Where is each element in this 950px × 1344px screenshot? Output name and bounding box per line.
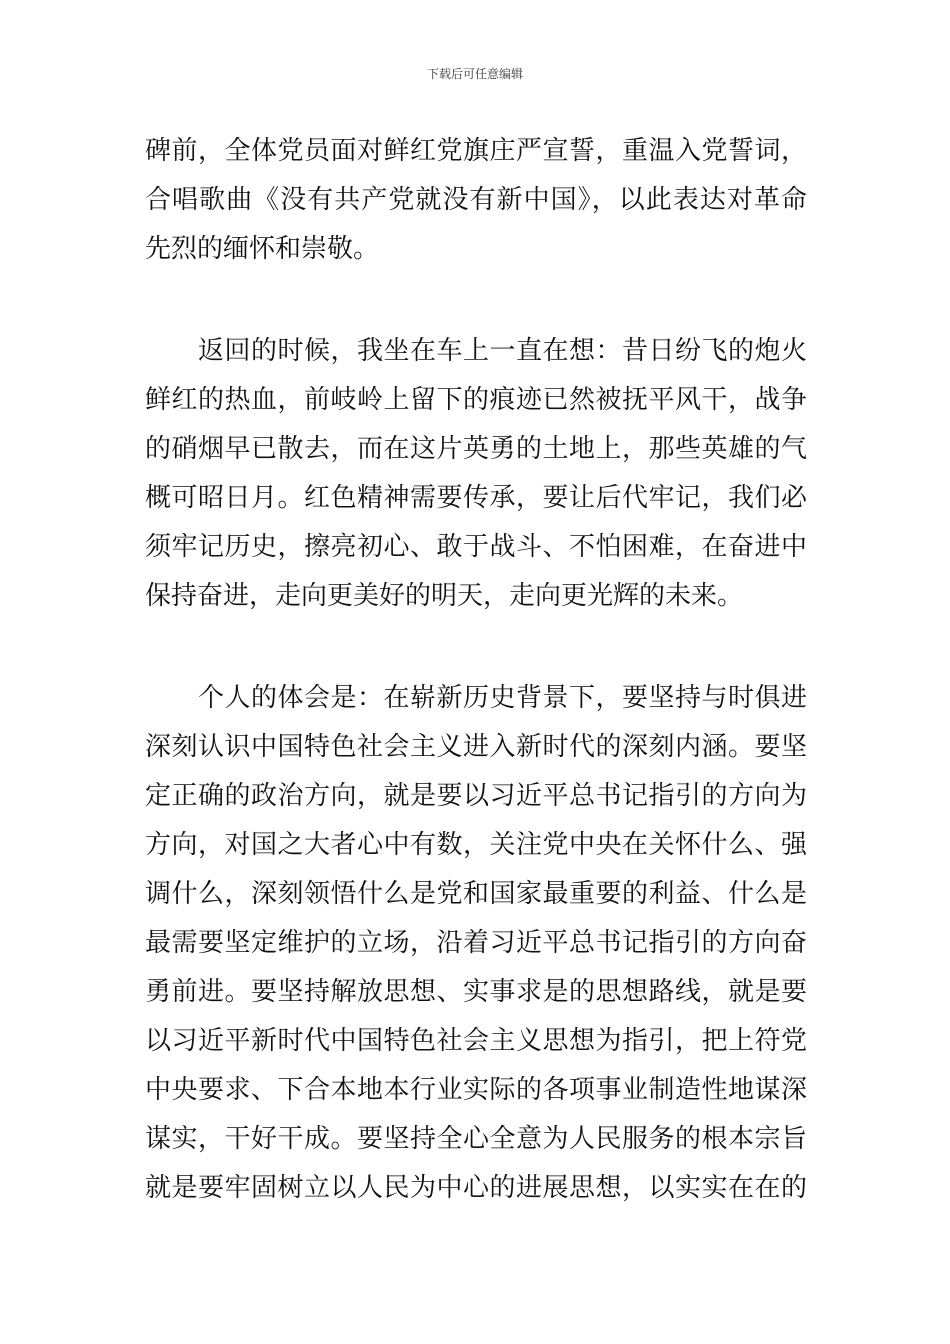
text-line: 须牢记历史，擦亮初心、敢于战斗、不怕困难，在奋进中 bbox=[145, 532, 807, 562]
text-line: 谋实，干好干成。要坚持全心全意为人民服务的根本宗旨 bbox=[145, 1124, 807, 1154]
text-line: 最需要坚定维护的立场，沿着习近平总书记指引的方向奋 bbox=[145, 928, 807, 958]
text-line: 勇前进。要坚持解放思想、实事求是的思想路线，就是要 bbox=[145, 977, 807, 1007]
text-line: 中央要求、下合本地本行业实际的各项事业制造性地谋深 bbox=[145, 1075, 807, 1105]
paragraph-gap bbox=[145, 621, 807, 674]
paragraph bbox=[145, 327, 807, 621]
paragraph bbox=[145, 127, 807, 274]
text-line: 合唱歌曲《没有共产党就没有新中国》，以此表达对革命 bbox=[145, 185, 807, 215]
text-line: 就是要牢固树立以人民为中心的进展思想，以实实在在的 bbox=[145, 1173, 807, 1203]
page-header: 下载后可任意编辑 bbox=[426, 67, 523, 81]
text-line: 返回的时候，我坐在车上一直在想：昔日纷飞的炮火 bbox=[145, 336, 807, 366]
text-line: 定正确的政治方向，就是要以习近平总书记指引的方向为 bbox=[145, 781, 807, 811]
text-line: 保持奋进，走向更美好的明天，走向更光辉的未来。 bbox=[145, 581, 744, 611]
paragraph-gap bbox=[145, 274, 807, 327]
text-line: 概可昭日月。红色精神需要传承，要让后代牢记，我们必 bbox=[145, 483, 807, 513]
text-line: 的硝烟早已散去，而在这片英勇的土地上，那些英雄的气 bbox=[145, 434, 807, 464]
text-line: 深刻认识中国特色社会主义进入新时代的深刻内涵。要坚 bbox=[145, 732, 807, 762]
paragraph bbox=[145, 674, 807, 1213]
text-line: 以习近平新时代中国特色社会主义思想为指引，把上符党 bbox=[145, 1026, 807, 1056]
text-line: 碑前，全体党员面对鲜红党旗庄严宣誓，重温入党誓词， bbox=[145, 136, 807, 166]
text-line: 先烈的缅怀和崇敬。 bbox=[145, 234, 380, 264]
text-line: 方向，对国之大者心中有数，关注党中央在关怀什么、强 bbox=[145, 830, 807, 860]
document-body bbox=[145, 127, 807, 1213]
text-line: 鲜红的热血，前岐岭上留下的痕迹已然被抚平风干，战争 bbox=[145, 385, 807, 415]
text-line: 个人的体会是：在崭新历史背景下，要坚持与时俱进 bbox=[145, 683, 807, 713]
text-line: 调什么，深刻领悟什么是党和国家最重要的利益、什么是 bbox=[145, 879, 807, 909]
